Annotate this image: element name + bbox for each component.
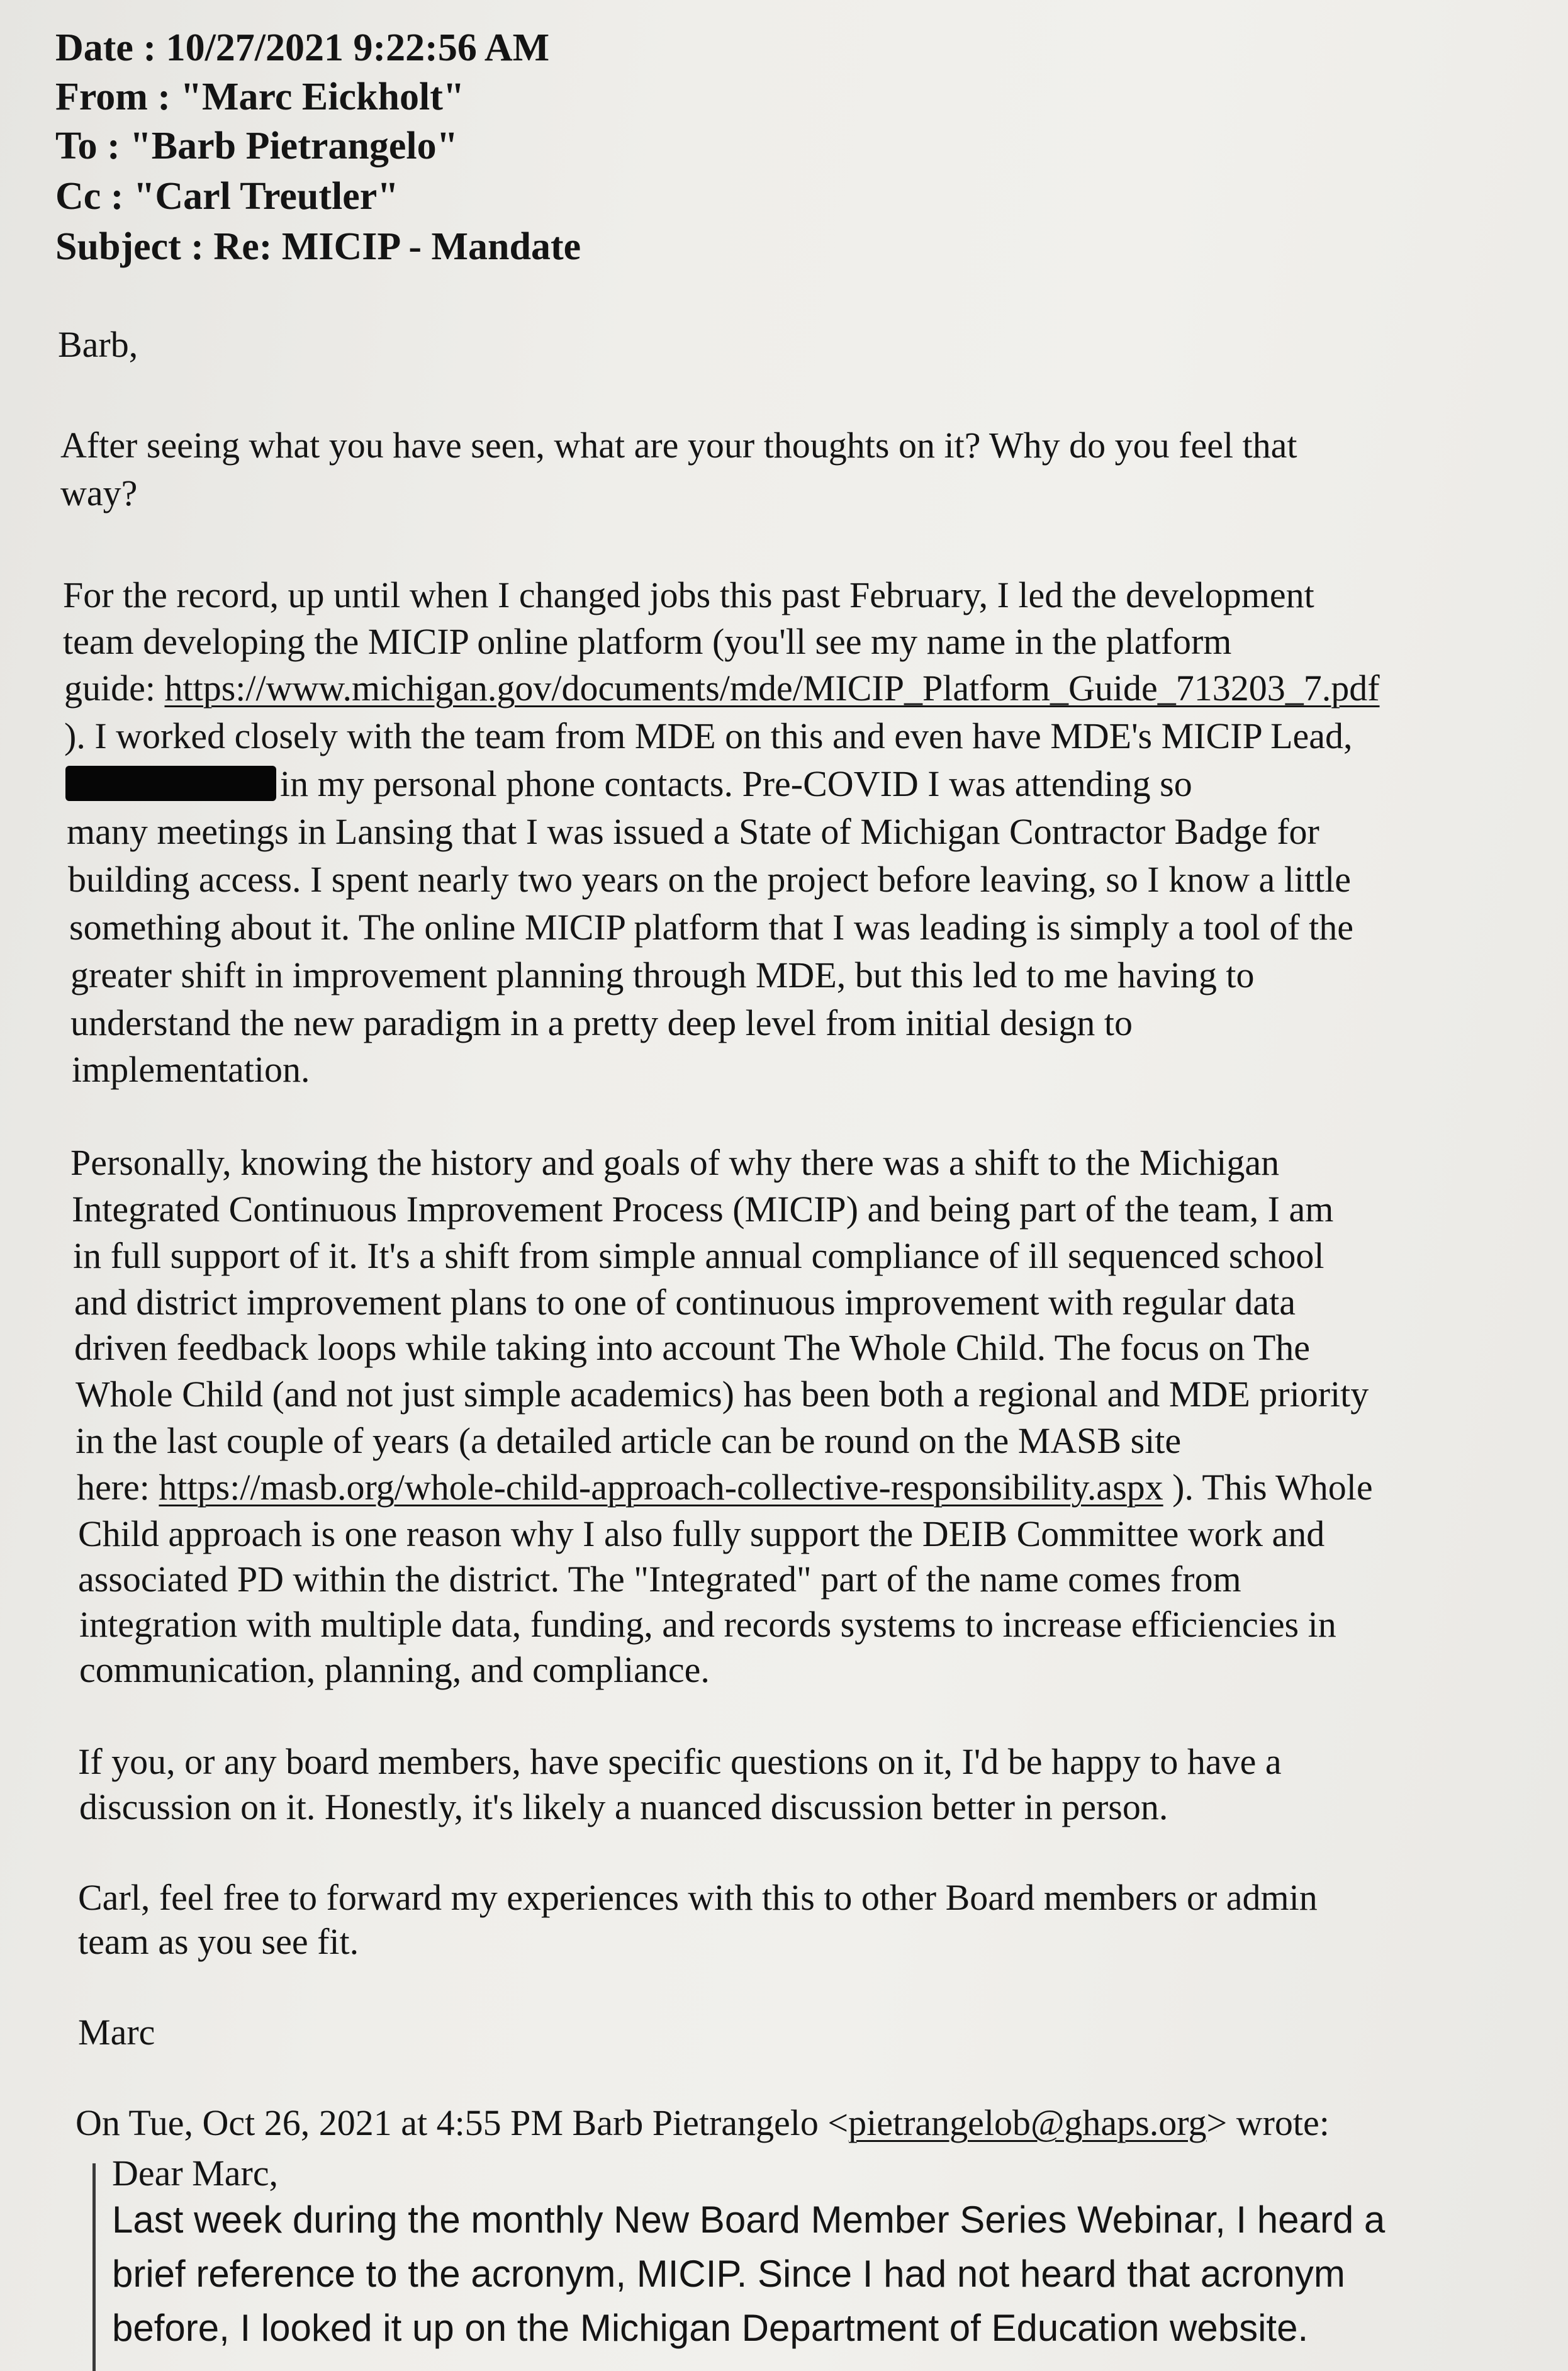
paragraph-3-line: in the last couple of years (a detailed article can be round on the MASB site [76,1420,1182,1461]
here-label: here: [77,1467,159,1508]
paragraph-4-line: discussion on it. Honestly, it's likely a nuanced discussion better in person. [79,1786,1168,1827]
paragraph-2-line [65,761,1192,807]
paragraph-5-line: Carl, feel free to forward my experiences with this to other Board members or admin [78,1877,1318,1918]
email-to: To : "Barb Pietrangelo" [55,125,459,167]
paragraph-1-line: After seeing what you have seen, what are your thoughts on it? Why do you feel that [60,425,1297,466]
paragraph-3-line: driven feedback loops while taking into account The Whole Child. The focus on The [74,1327,1311,1368]
quoted-line: Last week during the monthly New Board Member Series Webinar, I heard a [112,2199,1386,2241]
paragraph-2-line: team developing the MICIP online platform (you'll see my name in the platform [63,621,1232,662]
email-date: Date : 10/27/2021 9:22:56 AM [55,26,550,69]
paragraph-2-line: something about it. The online MICIP platform that I was leading is simply a tool of the [69,907,1353,948]
paragraph-3-line: in full support of it. It's a shift from simple annual compliance of ill sequenced school [73,1235,1324,1276]
quoted-line: before, I looked it up on the Michigan Department of Education website. [112,2307,1309,2349]
paragraph-5-line: team as you see fit. [78,1921,359,1962]
paragraph-4-line: If you, or any board members, have specific questions on it, I'd be happy to have a [78,1741,1282,1782]
masb-article-link[interactable]: https://masb.org/whole-child-approach-collective-responsibility.aspx [159,1467,1163,1508]
paragraph-3-line: Integrated Continuous Improvement Process (MICIP) and being part of the team, I am [72,1189,1334,1230]
paragraph-3-line: and district improvement plans to one of continuous improvement with regular data [74,1282,1296,1323]
paragraph-3-line: Personally, knowing the history and goals of why there was a shift to the Michigan [70,1142,1280,1183]
quoted-line: brief reference to the acronym, MICIP. Since I had not heard that acronym [112,2253,1345,2295]
quote-attribution-text: On Tue, Oct 26, 2021 at 4:55 PM Barb Pietrangelo < [76,2102,849,2143]
signature: Marc [78,2012,155,2053]
sender-email-link[interactable]: pietrangelob@ghaps.org [848,2102,1207,2143]
paragraph-2-text: in my personal phone contacts. Pre-COVID I was attending so [280,763,1192,804]
guide-label: guide: [64,668,165,709]
redaction-block [65,766,276,801]
quote-attribution [76,2100,1330,2146]
quoted-salutation: Dear Marc, [112,2153,279,2194]
paragraph-3-line: Child approach is one reason why I also fully support the DEIB Committee work and [78,1513,1325,1554]
quote-attribution-text: > wrote: [1206,2102,1330,2143]
paragraph-2-line: ). I worked closely with the team from MDE on this and even have MDE's MICIP Lead, [64,715,1353,756]
paragraph-1-line: way? [60,473,138,513]
paragraph-3-line: Whole Child (and not just simple academics) has been both a regional and MDE priority [76,1374,1369,1415]
paragraph-3-line: integration with multiple data, funding, and records systems to increase efficiencies in [79,1604,1336,1645]
email-cc: Cc : "Carl Treutler" [55,175,399,218]
paragraph-3-text: ). This Whole [1163,1467,1373,1508]
paragraph-2-line [64,666,1380,711]
greeting: Barb, [58,324,138,365]
paragraph-2-line: many meetings in Lansing that I was issued a State of Michigan Contractor Badge for [67,811,1319,852]
platform-guide-link[interactable]: https://www.michigan.gov/documents/mde/MICIP_Platform_Guide_713203_7.pdf [164,668,1380,709]
paragraph-2-line: For the record, up until when I changed jobs this past February, I led the development [63,575,1314,615]
paragraph-2-line: greater shift in improvement planning through MDE, but this led to me having to [70,955,1255,995]
paragraph-3-line: communication, planning, and compliance. [79,1649,710,1690]
paragraph-2-line: understand the new paradigm in a pretty deep level from initial design to [70,1002,1133,1043]
paragraph-3-line: associated PD within the district. The "Integrated" part of the name comes from [78,1559,1241,1600]
paragraph-3-line [77,1465,1373,1510]
email-subject: Subject : Re: MICIP - Mandate [55,225,581,268]
paragraph-2-line: building access. I spent nearly two years on the project before leaving, so I know a little [68,859,1352,900]
quote-bar [92,2163,96,2371]
paragraph-2-line: implementation. [72,1049,310,1090]
email-from: From : "Marc Eickholt" [55,76,465,118]
